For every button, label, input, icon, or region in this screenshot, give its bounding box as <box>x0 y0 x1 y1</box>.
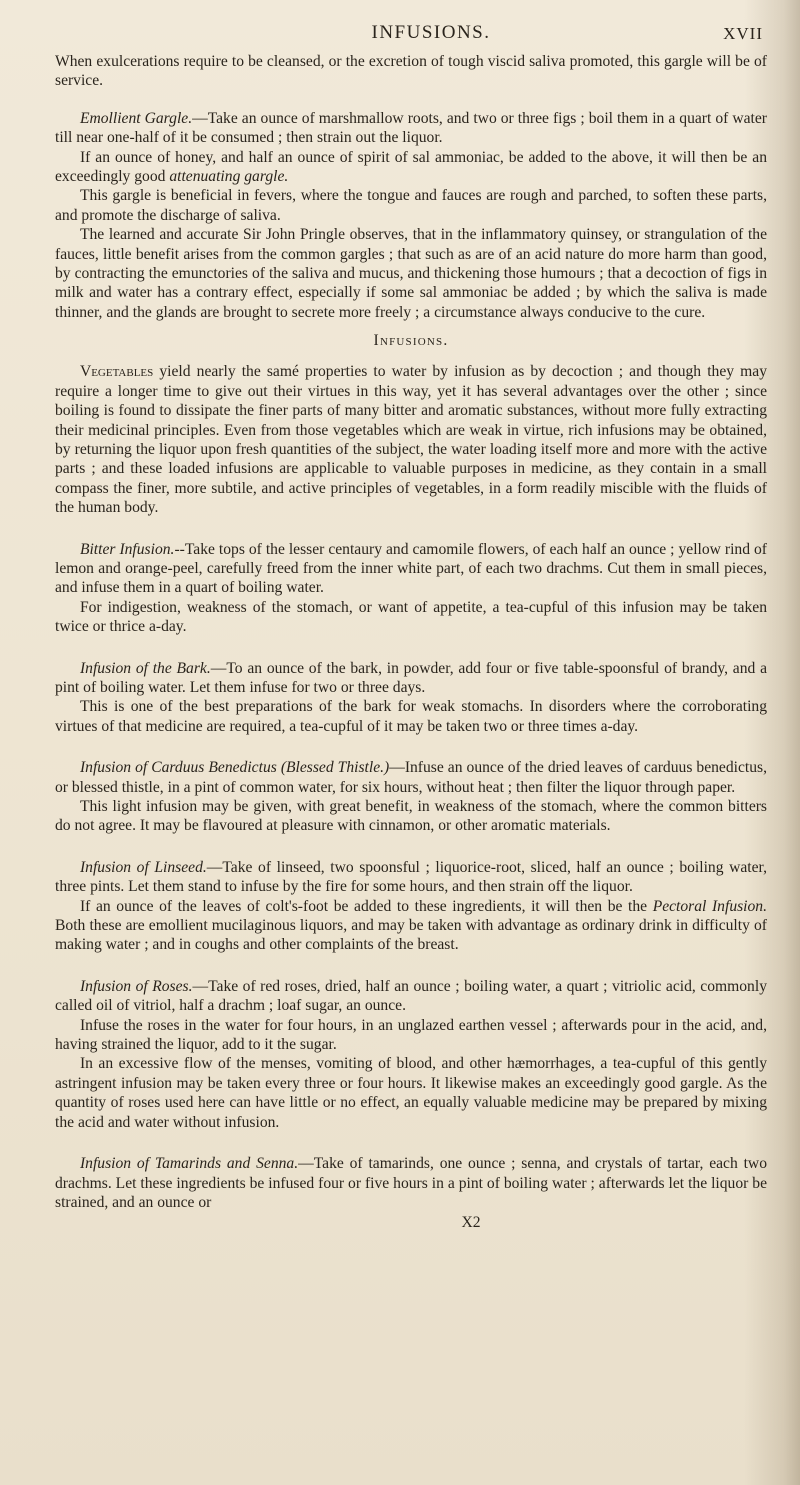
paragraph-infuse-roses: Infuse the roses in the water for four hours, in an unglazed earthen vessel ; afterwards pour in the acid, and, having strained the liquor, add to it the sugar. <box>55 1016 767 1054</box>
paragraph-tamarinds <box>55 1154 767 1212</box>
recipe-title: Infusion of the Bark. <box>79 659 211 677</box>
recipe-text: —Take of red roses, dried, half an ounce ; boiling water, a quart ; vitriolic acid, commonly called oil of vitriol, half a drachm ; loaf sugar, an ounce. <box>55 977 767 1015</box>
recipe-text: —Take of linseed, two spoonsful ; liquorice-root, sliced, half an ounce ; boiling water, three pints. Let them stand to infuse by the fire for some hours, and then strain off the liquor. <box>55 858 768 896</box>
recipe-text: --Take tops of the lesser centaury and camomile flowers, of each half an ounce ; yellow rind of lemon and orange-peel, carefully freed from the inner white part, of each two drachms. Cut them in small pieces, and infuse them in a quart of boiling water. <box>55 540 767 597</box>
recipe-text: —Take of tamarinds, one ounce ; senna, and crystals of tartar, each two drachms. Let these ingredients be infused four or five hours in a pint of boiling water ; afterwards let the liquor be strained, and an ounce or <box>55 1155 767 1211</box>
paragraph-menses: In an excessive flow of the menses, vomiting of blood, and other hæmorrhages, a tea-cupful of this gently astringent infusion may be taken every three or four hours. It likewise makes an exceedingly good gargle. As the quantity of roses used here can have little or no effect, an equally valuable medicine may be prepared by mixing the acid and water without infusion. <box>55 1055 767 1131</box>
recipe-text: —Take an ounce of marshmallow roots, and two or three figs ; boil them in a quart of water till near one-half of it be consumed ; then strain out the liquor. <box>55 109 767 147</box>
recipe-text: —Infuse an ounce of the dried leaves of carduus benedictus, or blessed thistle, in a pint of common water, for six hours, without heat ; then filter the liquor through paper. <box>55 759 767 796</box>
paragraph-linseed <box>55 858 767 897</box>
running-head: INFUSIONS. <box>371 22 491 43</box>
lead-word: Vegetables <box>79 363 154 381</box>
page-content <box>55 14 767 1232</box>
recipe-title: Infusion of Carduus Benedictus (Blessed Thistle.) <box>79 759 390 777</box>
recipe-text: —To an ounce of the bark, in powder, add four or five table-spoonsful of brandy, and a pint of boiling water. Let them infuse for two or three days. <box>55 659 768 696</box>
paragraph-bitter-infusion <box>55 540 767 598</box>
paragraph-text-continued: Both these are emollient mucilaginous liquors, and may be taken with advantage as ordinary drink in difficulty of making water ; and in coughs and other complaints of the breast. <box>55 917 767 954</box>
page-header <box>55 14 767 52</box>
paragraph-indigestion: For indigestion, weakness of the stomach, or want of appetite, a tea-cupful of this infusion may be taken twice or thrice a-day. <box>55 598 767 636</box>
page-number: XVII <box>723 24 763 43</box>
paragraph-fevers: This gargle is beneficial in fevers, where the tongue and fauces are rough and parched, to soften these parts, and promote the discharge of saliva. <box>55 187 767 224</box>
recipe-title: Bitter Infusion. <box>79 540 175 558</box>
paragraph-light-infusion: This light infusion may be given, with great benefit, in weakness of the stomach, where the common bitters do not agree. It may be flavoured at pleasure with cinnamon, or other aromatic materials. <box>55 798 767 835</box>
paragraph-bark <box>55 659 767 698</box>
paragraph-pringle: The learned and accurate Sir John Pringle observes, that in the inflammatory quinsey, or strangulation of the fauces, little benefit arises from the common gargles ; that such as are of an acid nature do more harm than good, by contracting the emunctories of the saliva and mucus, and thickening those humours ; that a decoction of figs in milk and water has a contrary effect, especially if some sal ammoniac be added ; by which the saliva is made thinner, and the glands are brought to secrete more freely ; a circumstance always conducive to the cure. <box>55 226 767 321</box>
paragraph-emollient-gargle <box>55 109 767 148</box>
section-title: Infusions. <box>373 332 449 350</box>
recipe-title: Emollient Gargle. <box>79 109 193 127</box>
paragraph-exulcerations: When exulcerations require to be cleansed, or the excretion of tough viscid saliva promoted, this gargle will be of service. <box>55 53 767 90</box>
recipe-title: Infusion of Tamarinds and Senna. <box>79 1155 299 1173</box>
emphasis-text: attenuating gargle. <box>169 168 289 186</box>
paragraph-roses <box>55 977 767 1016</box>
paragraph-text: If an ounce of the leaves of colt's-foot be added to these ingredients, it will then be the <box>79 897 653 915</box>
paragraph-colts-foot <box>55 897 767 955</box>
paragraph-weak-stomachs: This is one of the best preparations of the bark for weak stomachs. In disorders where the corroborating virtues of that medicine are required, a tea-cupful of it may be taken two or three times a-day. <box>55 698 767 735</box>
paragraph-honey <box>55 148 767 187</box>
emphasis-text: Pectoral Infusion. <box>652 897 768 915</box>
recipe-title: Infusion of Linseed. <box>79 858 207 876</box>
signature-mark: X2 <box>461 1214 481 1232</box>
paragraph-carduus <box>55 758 767 797</box>
paragraph-text: yield nearly the samé properties to water by infusion as by decoction ; and though they may require a longer time to give out their virtues in this way, yet it has several advantages over the other ; since boiling is found to dissipate the finer parts of many bitter and aromatic substances, without more fully extracting their medicinal principles. Even from those vegetables which are weak in virtue, rich infusions may be obtained, by returning the liquor upon fresh quantities of the subject, the water loading itself more and more with the active parts ; and these loaded infusions are applicable to valuable purposes in medicine, as they contain in a small compass the finer, more subtile, and active principles of vegetables, in a form readily miscible with the fluids of the human body. <box>55 363 767 517</box>
paragraph-vegetables <box>55 362 767 517</box>
recipe-title: Infusion of Roses. <box>79 977 193 995</box>
paragraph-text: If an ounce of honey, and half an ounce of spirit of sal ammoniac, be added to the above, it will then be an exceedingly good <box>55 148 767 186</box>
